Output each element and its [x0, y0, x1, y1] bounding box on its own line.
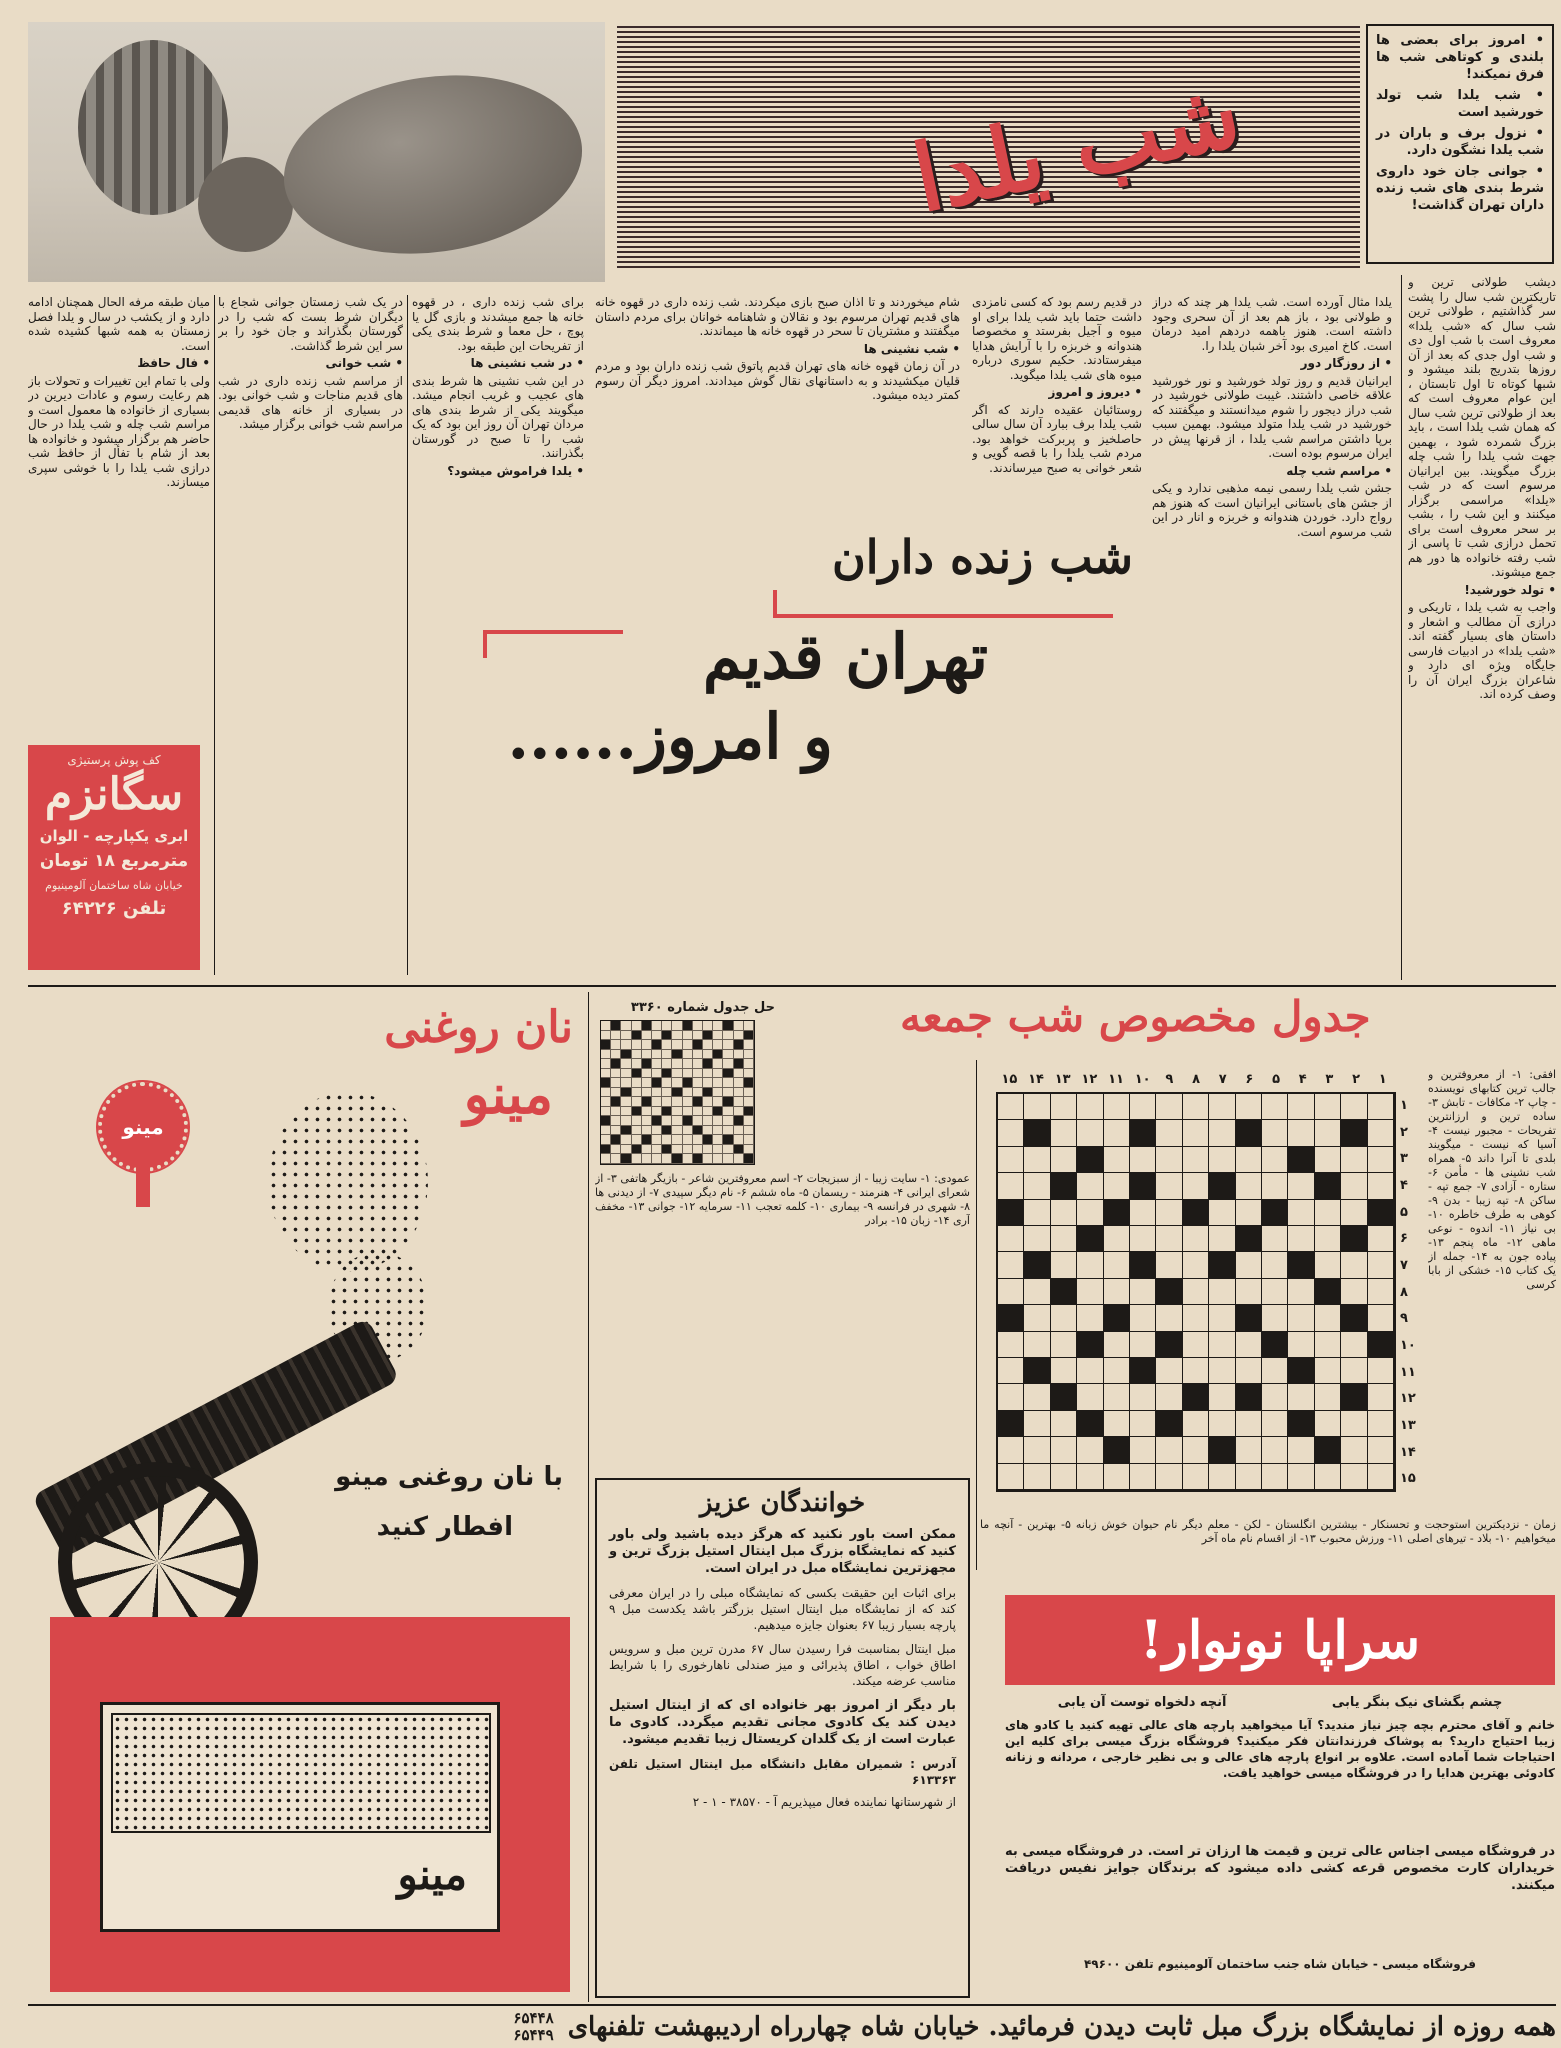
section-heading: • یلدا فراموش میشود؟ [447, 463, 584, 478]
col-number: ۵ [1272, 1072, 1281, 1087]
column-text: میان طبقه مرفه الحال همچنان ادامه دارد و از یکشب در سال و یلدا فصل زمستان به همه شبها کشیده شده است. [28, 295, 210, 353]
ad-body: خانم و آقای محترم بچه چیز نیاز مندید؟ آیا میخواهید پارچه های عالی تهیه کنید یا کادو های زیبا احتیاج دارید؟ به پوشاک فرزندانتان فکر میکنید؟ فروشگاه بزرگ میسی برای کلیه این احتیاجات شما آماده است. علاوه بر انواع پارچه های عالی و بی نظیر خارجی ، مردانه و زنانه کادوئی بهترین هدایا را در فروشگاه میسی خواهید یافت. [1005, 1718, 1555, 1780]
clue-text: عمودی: ۱- سایت زیبا - از سبزیجات ۲- اسم معروفترین شاعر - بازیگر هاتفی ۳- از شعرای ایرانی ۴- هنرمند - ریسمان ۵- ماه ششم ۶- نام دیگر سپیدی ۷- از دیدنی ها ۸- شهری در فرانسه ۹- بیماری ۱۰- کلمه تعجب ۱۱- سرمایه ۱۲- جوانی ۱۳- مخفف آری ۱۴- زبان ۱۵- برادر [595, 1172, 970, 1227]
article-column-1 [1408, 275, 1556, 980]
ad-brand: مینو [463, 1062, 553, 1126]
lead-left: آنچه دلخواه توست آن یابی [1057, 1695, 1227, 1710]
section-divider [28, 985, 1556, 987]
col-number: ۱۳ [1054, 1072, 1071, 1087]
highlight-item: • جوانی جان خود داروی شرط بندی های شب زنده داران تهران گذاشت! [1376, 164, 1544, 213]
row-number: ۱۲ [1400, 1391, 1416, 1407]
section-heading: • فال حافظ [137, 356, 210, 370]
sarapa-title-bar [1005, 1595, 1555, 1685]
crossword-row-numbers [1400, 1092, 1418, 1492]
article-column-6 [218, 295, 403, 975]
ad-lead [1005, 1695, 1555, 1710]
col-number: ۸ [1192, 1072, 1200, 1087]
article-column-4 [595, 295, 960, 530]
column-divider [214, 295, 215, 975]
box-paragraph: بار دیگر از امروز بهر خانواده ای که از اینتال استیل دیدن کند یک کادوی مجانی تقدیم میگردد. کادوی ما عبارت است از یک گلدان کریستال زیبا تقدیم میشود. [609, 1698, 956, 1747]
row-number: ۹ [1400, 1311, 1408, 1327]
section-heading: • تولد خورشید! [1464, 582, 1556, 597]
column-text: در این شب نشینی ها شرط بندی های عجیب و غریب انجام میشد. میگویند یکی از شرط بندی های مردان تهران آن روز این بود که یک شب را تا صبح در گورستان بگذرانند. [412, 373, 584, 460]
horizontal-clues [1428, 1068, 1556, 1518]
article-column-7 [28, 295, 210, 735]
bottom-phones [513, 2010, 553, 2044]
ad-slogan: با نان روغنی مینو [335, 1462, 563, 1492]
column-text: شام میخوردند و تا اذان صبح بازی میکردند. شب زنده داری در قهوه خانه های قدیم تهران مرسوم بود و نقالان و شاهنامه خوانان برای مردم داستان میگفتند و مشتریان تا سحر در قهوه خانه ها میماندند. [595, 295, 960, 338]
ad-line: ابری یکپارچه - الوان [39, 827, 189, 845]
ad-tagline: کف پوش پرستیژی [67, 753, 161, 767]
section-heading: • مراسم شب چله [1286, 463, 1392, 478]
headline-3: و امروز...... [507, 700, 833, 773]
row-number: ۱ [1400, 1097, 1408, 1113]
section-heading: • در شب نشینی ها [470, 356, 584, 370]
headline-red-rule [483, 630, 487, 658]
box-paragraph: ممکن است باور نکنید که هرگز دیده باشید ولی باور کنید که نمایشگاه بزرگ مبل اینتال استیل بزرگ ترین و مجهزترین نمایشگاه مبل در ایران است. [609, 1527, 956, 1576]
col-number: ۶ [1245, 1072, 1254, 1087]
box-paragraph: مبل اینتال بمناسبت فرا رسیدن سال ۶۷ مدرن ترین مبل و سرویس اطاق خواب ، اطاق پذیرائی و میز صندلی ناهارخوری را با شرایط مناسب عرضه میکند. [609, 1642, 957, 1688]
column-text: جشن شب یلدا رسمی نیمه مذهبی ندارد و یکی از جشن های باستانی ایرانیان است که هنوز هم رواج دارد. خوردن هندوانه و خربزه و انار در این شب مرسوم است. [1152, 481, 1392, 539]
column-divider [1401, 275, 1402, 980]
ad-price: مترمربع ۱۸ تومان [39, 851, 189, 871]
section-heading: • شب نشینی ها [863, 341, 960, 356]
box-address: آدرس : شمیران مقابل دانشگاه مبل اینتال استیل تلفن ۶۱۳۳۶۳ [609, 1757, 956, 1787]
row-number: ۶ [1400, 1231, 1408, 1247]
ad-brand: سگانزم [44, 769, 184, 820]
sarapa-ad [1005, 1575, 1555, 2005]
column-text: واجب به شب یلدا ، تاریکی و درازی آن مطالب و اشعار و داستان های بسیار گفته اند. «شب یلدا» در ادبیات فارسی جایگاه ویژه ای دارد و شاعران بزرگ ایران آن را وصف کرده اند. [1408, 600, 1556, 701]
row-number: ۱۵ [1400, 1471, 1416, 1487]
column-text: روستائیان عقیده دارند که اگر شب یلدا برف ببارد آن سال سالی حاصلخیز و پربرکت خواهد بود. مردم شب یلدا را با قصه گویی و شعر خوانی به صبح میرساندند. [972, 402, 1142, 475]
column-text: در آن زمان قهوه خانه های تهران قدیم پاتوق شب زنده داران بود و مردم قلیان میکشیدند و به داستانهای نقال گوش میدادند. امروز دیگر آن رسوم کمتر دیده میشود. [595, 359, 960, 402]
col-number: ۹ [1165, 1072, 1174, 1087]
lead-right: چشم بگشای نیک بنگر یابی [1331, 1695, 1503, 1710]
section-divider [28, 2004, 1556, 2006]
col-number: ۳ [1325, 1072, 1334, 1087]
mino-bread-ad [28, 992, 583, 2002]
crossword-column-numbers [996, 1072, 1396, 1090]
column-text: از مراسم شب زنده داری در شب های قدیم مناجات و شب خوانی بود. در بسیاری از خانه های قدیمی مراسم شب خوانی برگزار میشد. [218, 373, 403, 431]
col-number: ۱۱ [1108, 1072, 1124, 1087]
ad-title: نان روغنی [384, 1002, 573, 1053]
headline-1: شب زنده داران [831, 530, 1133, 584]
fruit-photo [28, 22, 605, 282]
cracker-pattern [111, 1713, 491, 1833]
crossword-grid [996, 1092, 1396, 1492]
row-number: ۳ [1400, 1151, 1408, 1167]
col-number: ۲ [1352, 1072, 1361, 1087]
ad-title: سراپا نونوار! [1139, 1609, 1421, 1671]
bottom-banner [28, 2008, 1556, 2046]
row-number: ۱۴ [1400, 1444, 1416, 1460]
smoke-dots [268, 1092, 428, 1272]
column-text: یلدا مثال آورده است. شب یلدا هر چند که دراز و طولانی بود ، باز هم بعد از آن سحری وجود داشته است. هنوز باهمه دردهم امید درمان است. کاخ امیری بود آخر شبان یلدا را. [1152, 295, 1392, 353]
highlight-item: • شب یلدا شب تولد خورشید است [1376, 88, 1544, 120]
solution-text [595, 1172, 970, 1472]
yalda-banner [617, 26, 1360, 268]
cantaloupe-shape [272, 57, 593, 272]
flooring-ad [28, 745, 200, 970]
solution-grid [600, 1020, 755, 1165]
row-number: ۷ [1400, 1257, 1408, 1273]
highlight-item: • نزول برف و باران در شب یلدا نشگون دارد. [1376, 126, 1544, 158]
crossword-title: جدول مخصوص شب جمعه [900, 992, 1371, 1041]
section-heading: • شب خوانی [325, 356, 403, 370]
bottom-clues [980, 1518, 1556, 1566]
highlight-item: • امروز برای بعضی ها بلندی و کوتاهی شب ها فرق نمیکند! [1376, 33, 1544, 82]
section-divider [976, 1060, 977, 1570]
clue-text: زمان - نزدیکترین استوحجت و تحسنکار - بیشترین انگلستان - لکن - معلم دیگر نام حیوان خوش زبانه ۵- بهترین - آنچه ما میخواهیم ۱۰- بلاد - تیرهای اصلی ۱۱- ورزش محبوب ۱۳- از اقسام نام ماه آخر [980, 1518, 1556, 1545]
ad-slogan: افطار کنید [376, 1512, 513, 1542]
column-text: در قدیم رسم بود که کسی نامزدی داشت حتما باید شب یلدا برای او میوه و آجیل بفرستد و مخصوصا هندوانه و خربزه را با آرایش هدایا میفرستادند. حکیم سوری درباره میوه های شب یلدا میگوید. [972, 295, 1142, 382]
pomegranate-shape [198, 157, 293, 252]
col-number: ۷ [1218, 1072, 1227, 1087]
headline-red-rule [773, 614, 1113, 618]
col-number: ۱۵ [1001, 1072, 1018, 1087]
ad-phone: تلفن ۶۴۲۲۶ [61, 898, 167, 919]
row-number: ۱۱ [1400, 1364, 1416, 1380]
row-number: ۱۰ [1400, 1337, 1416, 1353]
column-divider [588, 992, 589, 2002]
section-heading: • از روزگار دور [1300, 356, 1392, 370]
phone-number: ۶۵۴۴۹ [513, 2026, 554, 2044]
section-heading: • دیروز و امروز [1048, 385, 1142, 399]
column-text: ولی با تمام این تغییرات و تحولات باز هم رعایت رسوم و عادات دیرین در بسیاری از خانواده ها معمول است و مراسم شب چله و شب یلدا در حال حاضر هم برگزار میشود و خانواده ها بعد از شام با تفأل از حافظ شب درازی شب یلدا را با خوشی سپری میسازند. [28, 373, 210, 489]
bottom-text: همه روزه از نمایشگاه بزرگ مبل ثابت دیدن فرمائید. خیابان شاه چهارراه اردیبهشت تلفنهای [567, 2012, 1556, 2042]
col-number: ۱۰ [1134, 1072, 1151, 1087]
phone-number: ۶۵۴۴۸ [513, 2009, 554, 2027]
article-column-2 [1152, 295, 1392, 980]
box-footer: از شهرستانها نماینده فعال میپذیریم آ - ۳۸۵۷۰ - ۱ - ۲ [692, 1795, 956, 1809]
badge-text: مینو [122, 1115, 164, 1139]
col-number: ۱ [1378, 1072, 1387, 1087]
banner-title: شب یلدا [904, 58, 1250, 234]
row-number: ۲ [1400, 1124, 1408, 1140]
row-number: ۵ [1400, 1204, 1408, 1220]
box-brand: مینو [397, 1850, 467, 1899]
column-text: برای شب زنده داری ، در قهوه خانه ها جمع میشدند و بازی گل یا پوچ ، حل معما و شرط بندی یکی از تفریحات این طبقه بود. [412, 295, 584, 353]
brand-badge [98, 1082, 188, 1172]
clue-text: افقی: ۱- از معروفترین و جالب ترین کتابهای نویسنده - چاپ ۲- مکافات - تابش ۳- ساده ترین و ارزانترین تفریحات - مجبور نیست ۴- آسیا که نیست - میگویند بلدی تا آنرا داند ۵- همراه شب نشینی ها - مأمن ۶- ستاره - آزادی ۷- جمع تپه - ساکن ۸- تپه زیبا - بدن ۹- کوهی به طرف خاطره ۱۰- بی نیاز ۱۱- اندوه - نوعی ماهی ۱۲- ماه پنجم ۱۳- پیاده جون به ۱۴- جمله از یک کتاب ۱۵- خشکی از بابا کرسی [1428, 1068, 1556, 1291]
sidebar-highlights [1366, 24, 1554, 264]
solution-title: حل جدول شماره ۳۳۶۰ [630, 1000, 775, 1015]
ad-body: در فروشگاه میسی اجناس عالی ترین و قیمت ها ارزان تر است. در فروشگاه میسی به خریداران کارت مخصوص قرعه کشی داده میشود که برندگان جوایز نفیس دریافت میکنند. [1005, 1844, 1555, 1893]
headline-block [408, 530, 1153, 790]
column-text: ایرانیان قدیم و روز تولد خورشید و نور خورشید علاقه خاصی داشتند. غیبت طولانی خورشید در شب دراز دیجور را شوم میدانستند و میگفتند که خورشید در شب یلدا متولد میشود. بهمین سبب برپا داشتن مراسم شب یلدا ، از قرنها پیش در ایران مرسوم بوده است. [1152, 373, 1392, 460]
col-number: ۱۲ [1081, 1072, 1098, 1087]
readers-notice-box [595, 1478, 970, 1998]
badge-ribbon [136, 1167, 150, 1207]
col-number: ۴ [1298, 1072, 1307, 1087]
box-paragraph: برای اثبات این حقیقت بکسی که نمایشگاه مبلی را در ایران معرفی کند که از نمایشگاه مبل اینتال استیل بزرگتر باشد یکدست مبل ۹ پارچه بسیار زیبا ۶۷ بعنوان جایزه میدهیم. [609, 1586, 956, 1632]
headline-red-rule [483, 630, 623, 634]
row-number: ۴ [1400, 1177, 1408, 1193]
bread-box [100, 1702, 500, 1932]
headline-2: تهران قدیم [702, 620, 988, 693]
ad-address: خیابان شاه ساختمان آلومینیوم [45, 879, 183, 892]
row-number: ۱۳ [1400, 1417, 1416, 1433]
ad-footer: فروشگاه میسی - خیابان شاه جنب ساختمان آلومینیوم تلفن ۴۹۶۰۰ [1083, 1957, 1477, 1971]
box-title: خوانندگان عزیز [699, 1488, 866, 1518]
column-text: دیشب طولانی ترین و تاریکترین شب سال را پشت سر گذاشتیم ، طولانی ترین شب سال که «شب یلدا» معروف است با شب اول دی و شب اول جدی که بعد از آن روزها بتدریج بلند میشود و شبها کوتاه تا اول تابستان ، این عوام معروف است که بعد از طولانی ترین شب سال که همان شب یلدا است ، باید بزرگ شمرده شود ، بهمین جهت شب یلدا را شب چله بزرگ میگویند. بین ایرانیان مرسوم است که در شب «یلدا» مراسمی برگزار میکنند و این شب را ، بشب بر سحر معروف است برای تحمل درازی شب تا پاسی از شب رفته خانواده ها دور هم جمع میشوند. [1408, 275, 1556, 579]
row-number: ۸ [1400, 1284, 1408, 1300]
bread-box-bg [50, 1617, 570, 1992]
col-number: ۱۴ [1028, 1072, 1044, 1087]
column-text: در یک شب زمستان جوانی شجاع با دیگران شرط بست که شب را در گورستان بگذراند و جان خود را بر سر این شرط گذاشت. [218, 295, 403, 353]
